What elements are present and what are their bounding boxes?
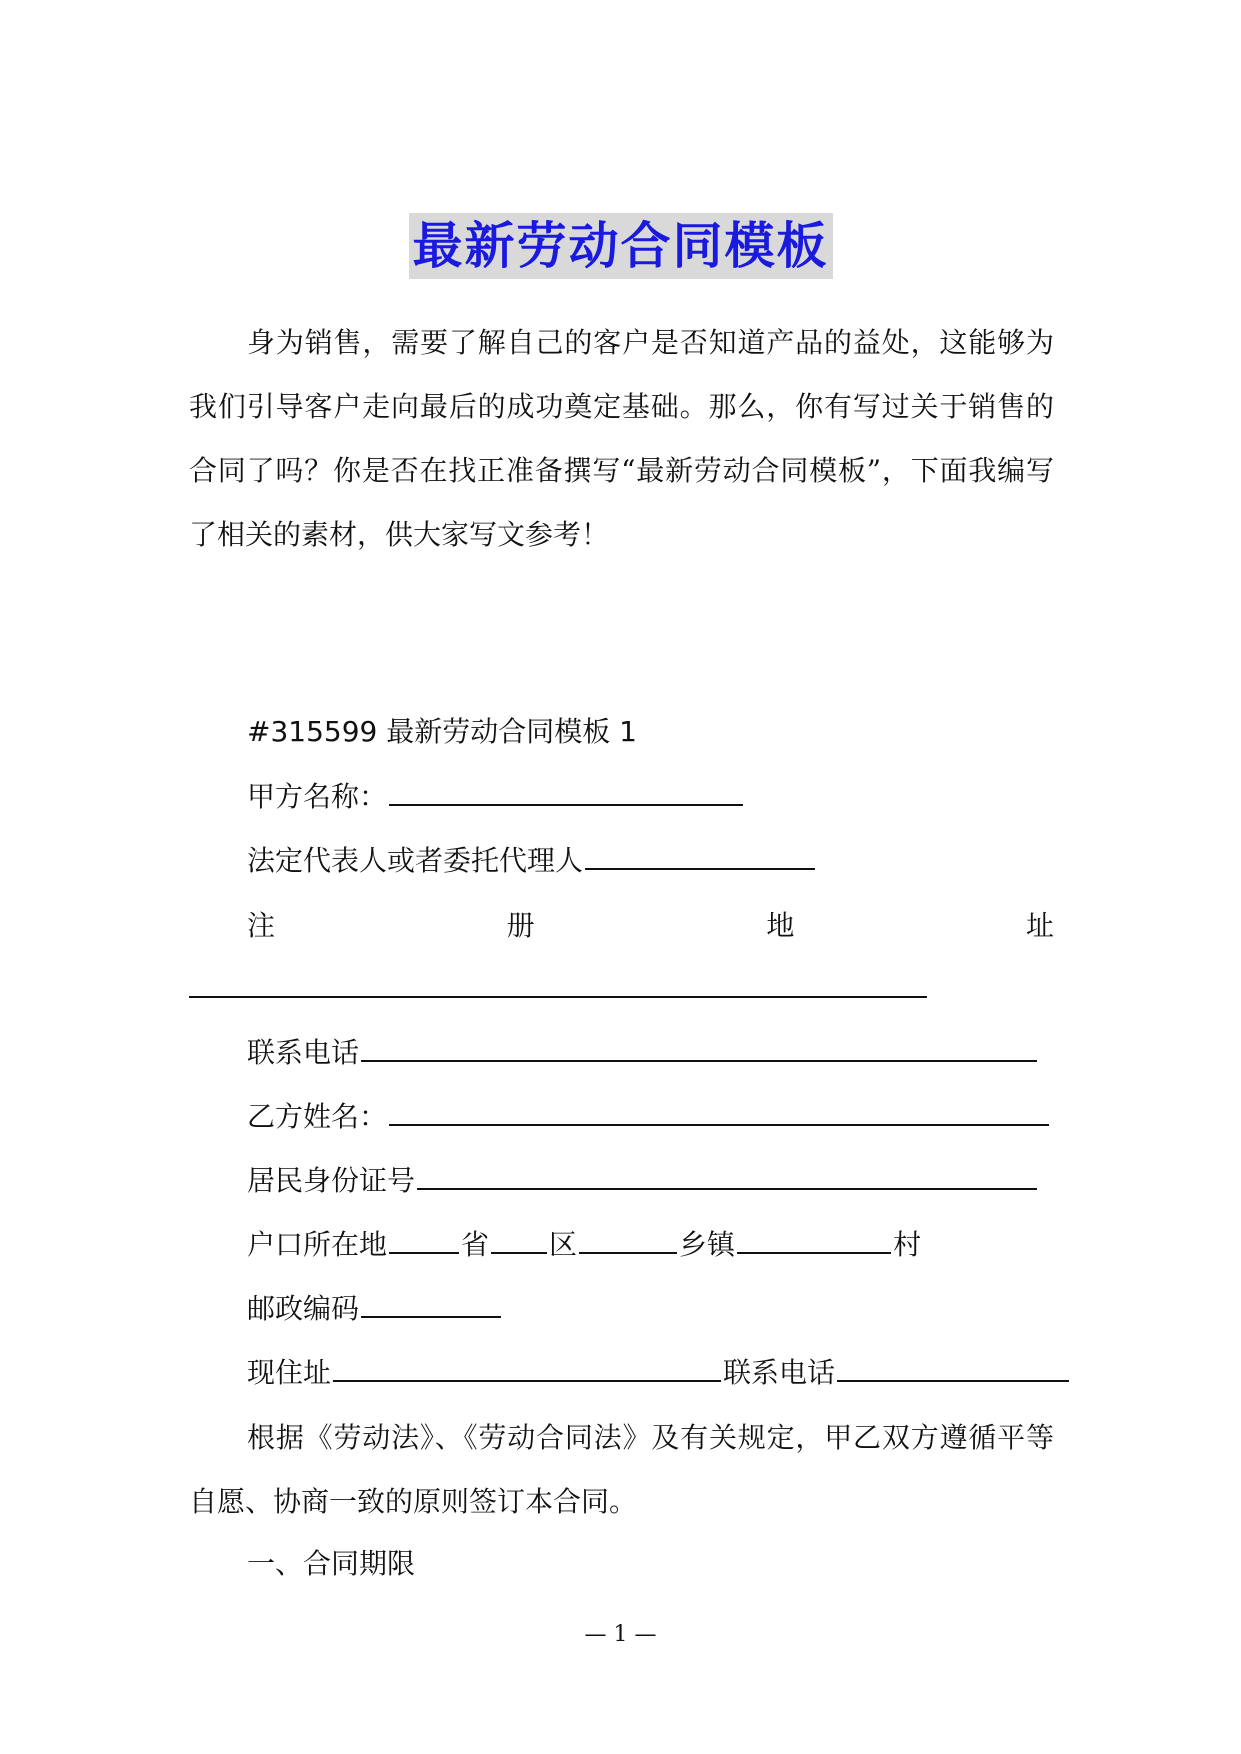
postcode-row <box>247 1288 503 1328</box>
hukou-village-blank <box>737 1224 891 1254</box>
hukou-town-label: 乡镇 <box>679 1228 736 1261</box>
hukou-row <box>247 1224 921 1264</box>
hukou-district-label: 区 <box>549 1228 578 1261</box>
hukou-label: 户口所在地 <box>247 1228 388 1261</box>
contact-phone-label: 联系电话 <box>247 1036 360 1069</box>
contact-phone-blank <box>361 1032 1037 1062</box>
party-b-name-row <box>247 1096 1051 1136</box>
intro-paragraph: 身为销售，需要了解自己的客户是否知道产品的益处，这能够为我们引导客户走向最后的成功奠定基础。那么，你有写过关于销售的合同了吗？你是否在找正准备撰写“最新劳动合同模板”，下面我编写了相关的素材，供大家写文参考！ <box>189 326 1054 551</box>
document-title: 最新劳动合同模板 <box>409 213 833 279</box>
intro-block <box>189 311 1054 567</box>
reg-address-blank-row <box>189 968 929 1008</box>
reg-addr-char-4: 址 <box>1025 909 1054 942</box>
contact-phone-row <box>247 1032 1039 1072</box>
postcode-label: 邮政编码 <box>247 1292 360 1325</box>
hukou-town-blank <box>579 1224 677 1254</box>
current-address-label: 现住址 <box>247 1356 332 1389</box>
reg-addr-char-1: 注 <box>247 909 276 942</box>
hukou-village-label: 村 <box>893 1228 922 1261</box>
party-a-name-label: 甲方名称： <box>247 780 388 813</box>
party-b-name-blank <box>389 1096 1049 1126</box>
current-phone-label: 联系电话 <box>723 1356 836 1389</box>
legal-rep-row <box>247 840 817 880</box>
current-address-blank <box>333 1352 721 1382</box>
hukou-province-blank <box>389 1224 459 1254</box>
page-number: — 1 — <box>584 1622 657 1647</box>
clause-1-heading: 一、合同期限 <box>247 1547 416 1580</box>
hukou-district-blank <box>491 1224 547 1254</box>
postcode-blank <box>361 1288 501 1318</box>
title-wrap <box>0 213 1241 279</box>
reg-addr-char-2: 册 <box>506 909 535 942</box>
current-phone-blank <box>837 1352 1069 1382</box>
legal-rep-blank <box>585 840 815 870</box>
party-a-name-blank <box>389 776 743 806</box>
legal-rep-label: 法定代表人或者委托代理人 <box>247 844 584 877</box>
hukou-province-label: 省 <box>461 1228 490 1261</box>
party-a-name-row <box>247 776 745 816</box>
party-b-name-label: 乙方姓名： <box>247 1100 388 1133</box>
id-number-blank <box>417 1160 1037 1190</box>
reg-address-row <box>247 904 1054 944</box>
reg-address-blank <box>189 968 927 998</box>
id-number-row <box>247 1160 1039 1200</box>
basis-block <box>189 1406 1054 1534</box>
reg-addr-char-3: 地 <box>766 909 795 942</box>
current-address-row <box>247 1352 1071 1392</box>
id-number-label: 居民身份证号 <box>247 1164 416 1197</box>
basis-paragraph: 根据《劳动法》、《劳动合同法》及有关规定，甲乙双方遵循平等自愿、协商一致的原则签订本合同。 <box>189 1421 1054 1518</box>
section-heading: #315599 最新劳动合同模板 1 <box>247 715 637 748</box>
